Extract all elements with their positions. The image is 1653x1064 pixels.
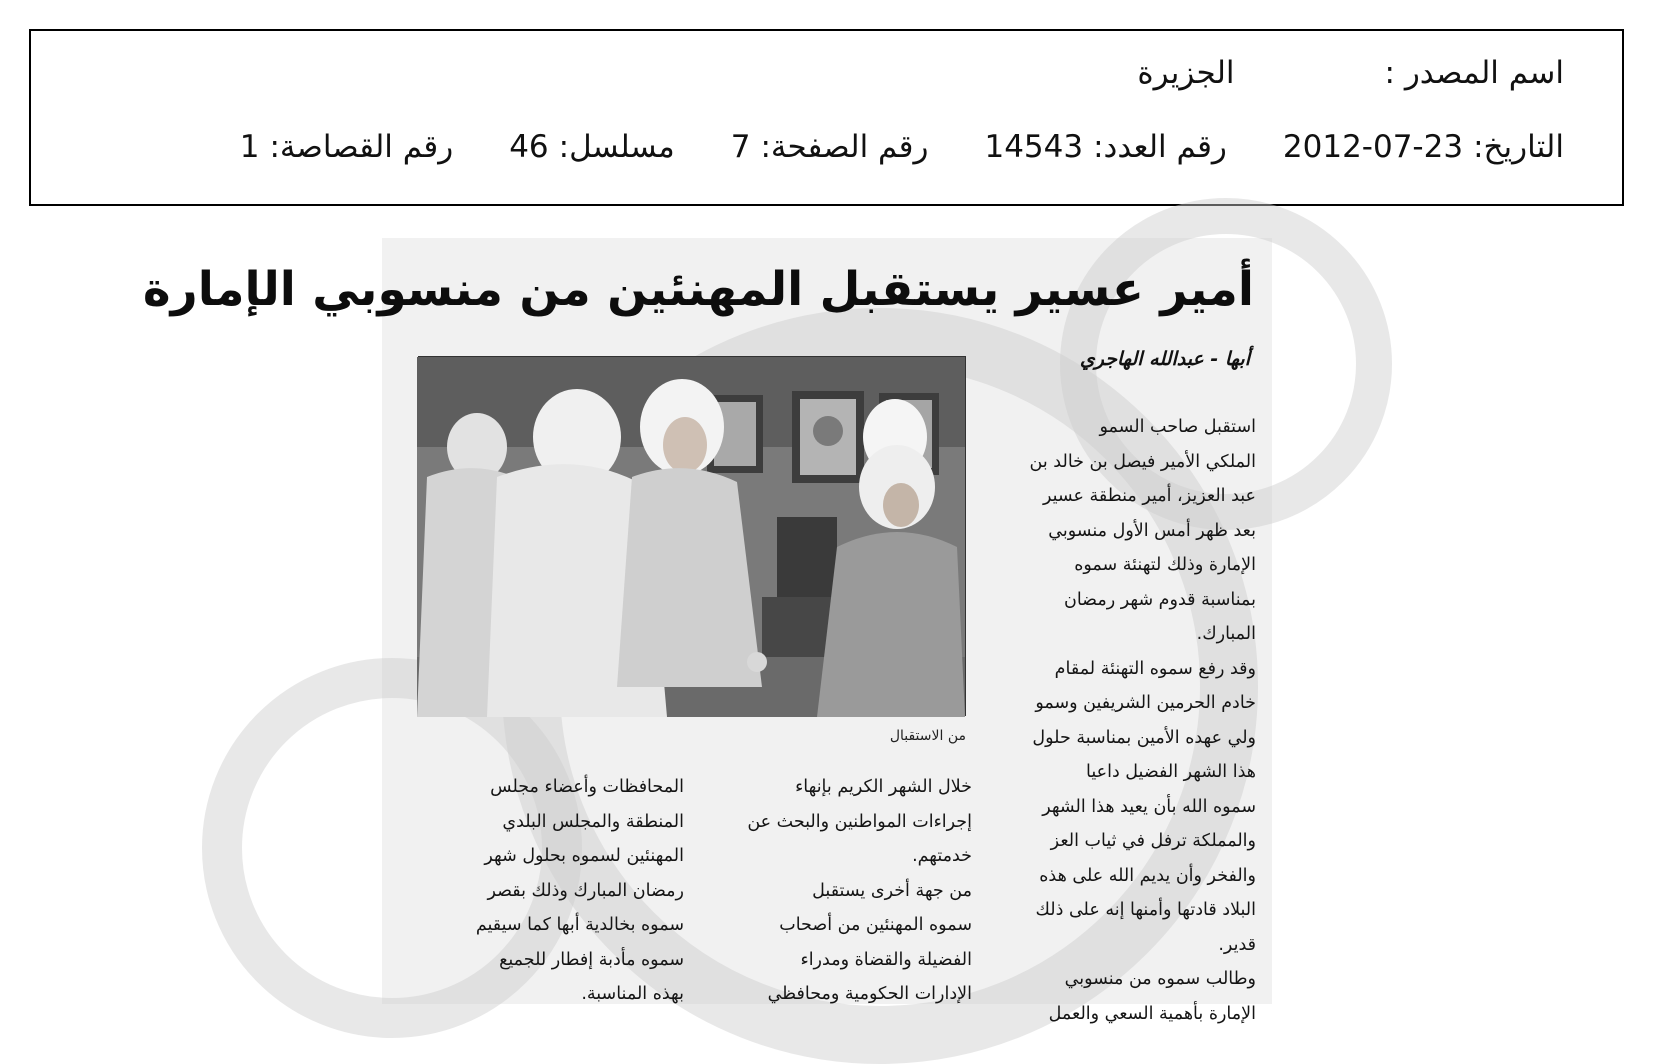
page-label: رقم الصفحة: [760,129,929,165]
article-text-line: سموه مأدبة إفطار للجميع [499,949,684,970]
page-value: 7 [730,129,751,165]
article-text-line: ولي عهده الأمين بمناسبة حلول [1032,727,1256,748]
article-text-line: البلاد قادتها وأمنها إنه على ذلك [1035,900,1256,920]
source-value: الجزيرة [1137,55,1235,91]
article-text-line: من جهة أخرى يستقبل [812,880,972,901]
date-value: 2012-07-23 [1282,129,1464,165]
reception-photo-image [417,357,965,717]
issue-label: رقم العدد: [1093,129,1227,165]
article-text-line: سموه بخالدية أبها كما سيقيم [475,915,684,935]
article-text-line: الإمارة وذلك لتهنئة سموه [1074,555,1256,575]
article-text-line: استقبل صاحب السمو [1099,417,1256,437]
article-column-right [984,410,1256,1031]
article-text-line: خادم الحرمين الشريفين وسمو [1035,693,1256,713]
clip-label: رقم القصاصة: [269,129,454,165]
article-text-line: المهنئين لسموه بحلول شهر [484,846,684,866]
article-text-line: عبد العزيز، أمير منطقة عسير [1042,486,1256,506]
details-row [240,129,1564,165]
article-text-line: والمملكة ترفل في ثياب العز [1050,831,1256,851]
article-text-line: الإمارة بأهمية السعي والعمل [1048,1003,1256,1024]
newspaper-clipping [142,238,1272,1024]
source-label: اسم المصدر : [1384,55,1564,91]
photo-caption: من الاستقبال [889,728,966,744]
article-text-line: قدير. [1218,934,1256,955]
article-text-line: هذا الشهر الفضيل داعيا [1086,762,1256,782]
article-byline: أبها - عبدالله الهاجري [1079,348,1250,370]
issue-value: 14543 [984,129,1084,165]
article-text-line: وطالب سموه من منسوبي [1064,969,1256,989]
article-text-line: بهذه المناسبة. [581,984,684,1004]
article-text-line: الإدارات الحكومية ومحافظي [767,984,972,1004]
source-row [1137,55,1564,91]
article-text-line: الفضيلة والقضاة ومدراء [800,949,972,970]
article-text-line: والفخر وأن يديم الله على هذه [1039,865,1256,886]
article-text-line: المحافظات وأعضاء مجلس [490,777,684,797]
article-text-line: سموه المهنئين من أصحاب [779,915,972,935]
serial-label: مسلسل: [558,129,675,165]
date-label: التاريخ: [1473,129,1564,165]
article-text-line: المبارك. [1196,624,1256,644]
article-text-line: بمناسبة قدوم شهر رمضان [1063,589,1256,610]
serial-value: 46 [509,129,549,165]
article-photo [418,356,966,716]
article-text-line: المنطقة والمجلس البلدي [502,811,684,832]
article-text-line: إجراءات المواطنين والبحث عن [747,811,972,832]
article-text-line: سموه الله بأن يعيد هذا الشهر [1042,796,1256,817]
article-text-line: الملكي الأمير فيصل بن خالد بن [1029,451,1256,472]
article-column-middle [694,770,972,1012]
clip-value: 1 [239,129,260,165]
article-headline: أمير عسير يستقبل المهنئين من منسوبي الإمارة [142,262,1254,317]
article-text-line: خدمتهم. [912,846,972,866]
article-text-line: وقد رفع سموه التهنئة لمقام [1054,658,1256,679]
clipping-metadata-box [29,29,1624,206]
article-text-line: خلال الشهر الكريم بإنهاء [795,777,972,797]
article-column-left [412,770,684,1012]
article-text-line: بعد ظهر أمس الأول منسوبي [1048,520,1256,541]
article-text-line: رمضان المبارك وذلك بقصر [487,880,684,901]
